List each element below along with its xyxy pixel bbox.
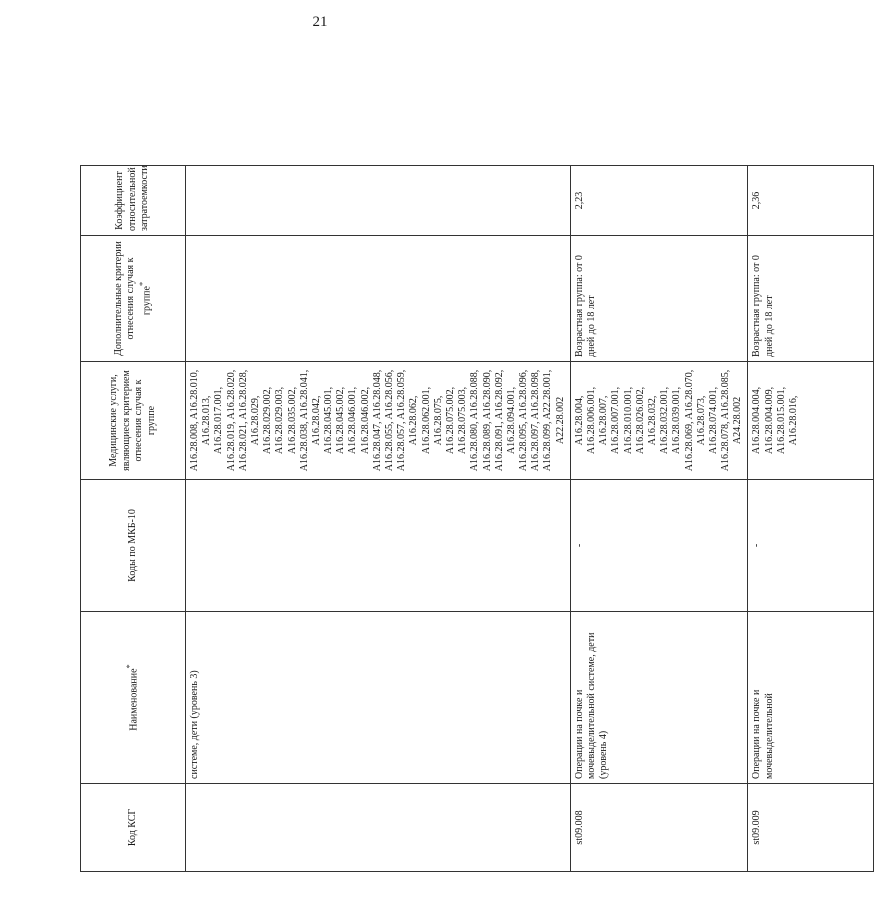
header-criteria-text: Дополнительные критерии отнесения случая к группе: [112, 241, 152, 356]
header-coef: Коэффициент относительной затратоемкости: [81, 166, 186, 236]
header-mkb: Коды по МКБ-10: [81, 480, 186, 612]
cell-code: st09.008: [570, 784, 748, 872]
ksg-table: [80, 87, 874, 872]
table-header-row: [81, 88, 186, 872]
cell-code: [186, 784, 571, 872]
cell-services: A16.28.008, A16.28.010, A16.28.013, A16.28.017.001, A16.28.019, A16.28.020, A16.28.021, A16.28.028, A16.28.029, A16.28.029.002, A16.28.029.003, A16.28.035.002, A16.28.038, A16.28.041, A16.28.042, A16.28.045.001, A16.28.045.002, A16.28.046.001, A16.28.046.002, A16.28.047, A16.28.048, A16.28.055, A16.28.056, A16.28.057, A16.28.059, A16.28.062, A16.28.062.001, A16.28.075, A16.28.075.002, A16.28.075.003, A16.28.080, A16.28.088, A16.28.089, A16.28.090, A16.28.091, A16.28.092, A16.28.094.001, A16.28.095, A16.28.096, A16.28.097, A16.28.098, A16.28.099, A22.28.001, A22.28.002: [186, 362, 571, 480]
table-row: [186, 88, 571, 872]
cell-code: st09.009: [748, 784, 874, 872]
table-row: [570, 88, 748, 872]
cell-mkb: -: [748, 480, 874, 612]
table-row: [748, 88, 874, 872]
page-number: 21: [312, 14, 328, 30]
header-criteria: [81, 236, 186, 362]
cell-criteria: Возрастная группа: от 0 дней до 18 лет: [570, 236, 748, 362]
header-name-footnote-mark: *: [125, 664, 135, 669]
header-services: Медицинские услуги, являющиеся критерием отнесения случая к группе: [81, 362, 186, 480]
cell-mkb: [186, 480, 571, 612]
rotated-table-container: [80, 88, 799, 872]
cell-name: системе, дети (уровень 3): [186, 612, 571, 784]
cell-coef: [186, 166, 571, 236]
header-name-text: Наименование: [128, 668, 140, 731]
cell-coef: 2,23: [570, 166, 748, 236]
header-code: Код КСГ: [81, 784, 186, 872]
cell-coef: 2,36: [748, 166, 874, 236]
cell-name: Операции на почке и мочевыделительной системе, дети (уровень 4): [570, 612, 748, 784]
cell-criteria: [186, 236, 571, 362]
header-criteria-footnote-mark: *: [137, 281, 147, 287]
cell-services: A16.28.004.004, A16.28.004.009, A16.28.015.001, A16.28.016,: [748, 362, 874, 480]
cell-criteria: Возрастная группа: от 0 дней до 18 лет: [748, 236, 874, 362]
cell-services: A16.28.004, A16.28.006.001, A16.28.007, A16.28.007.001, A16.28.010.001, A16.28.026.002, A16.28.032, A16.28.032.001, A16.28.039.001, A16.28.069, A16.28.070, A16.28.073, A16.28.074.001, A16.28.078, A16.28.085, A24.28.002: [570, 362, 748, 480]
header-name: [81, 612, 186, 784]
cell-name: Операции на почке и мочевыделительной: [748, 612, 874, 784]
cell-mkb: -: [570, 480, 748, 612]
